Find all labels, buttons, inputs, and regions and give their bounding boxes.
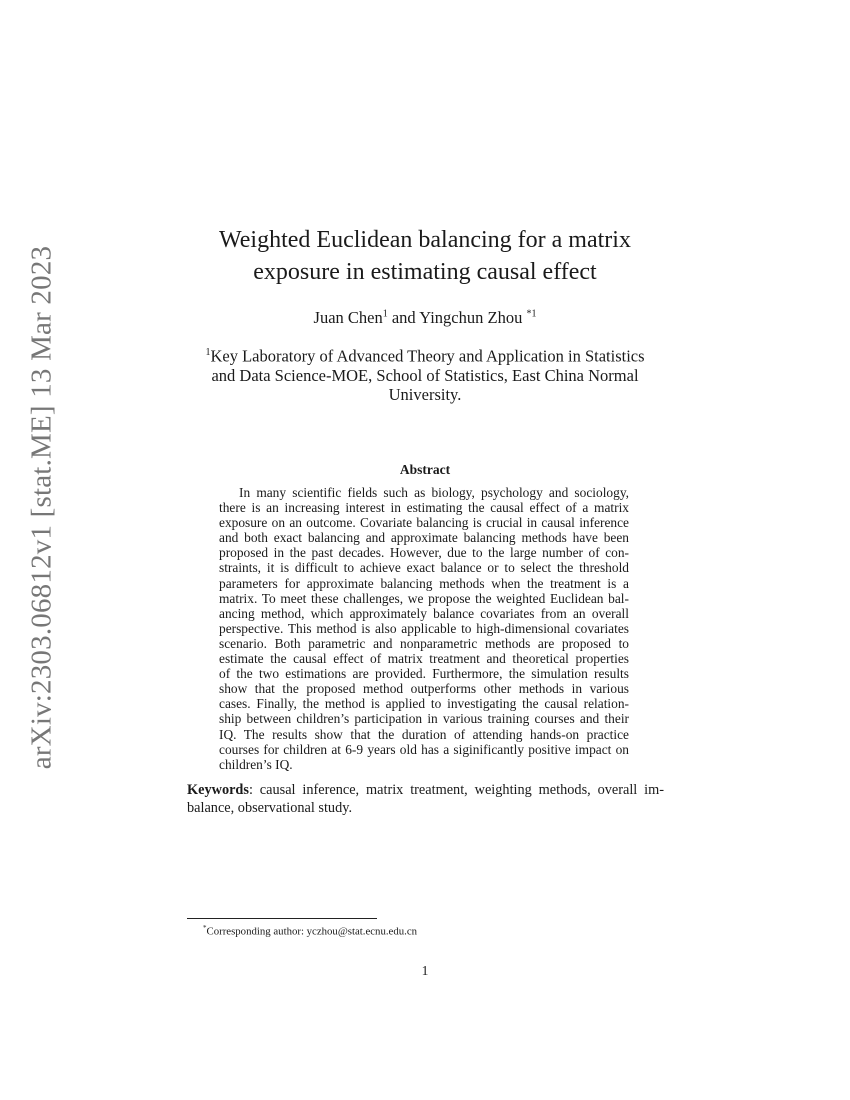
abstract-line: there is an increasing interest in estimating the causal effect of a matrix — [219, 500, 629, 516]
abstract-line: cases. Finally, the method is applied to investigating the causal relation- — [219, 696, 629, 712]
title-line-1: Weighted Euclidean balancing for a matrix — [219, 227, 631, 253]
footnote-mark: * — [203, 924, 207, 932]
page-number: 1 — [421, 963, 429, 978]
author-affiliation-mark: 1 — [382, 308, 388, 320]
abstract-line: IQ. The results show that the duration of attending hands-on practice — [219, 726, 629, 742]
abstract-body — [219, 485, 629, 772]
keywords-line — [187, 782, 664, 800]
abstract-line: In many scientific fields such as biology, psychology and sociology, — [239, 485, 629, 500]
affiliation-text: Key Laboratory of Advanced Theory and Application in Statistics — [210, 346, 645, 366]
abstract-line: ship between children’s participation in various training courses and their — [219, 711, 629, 727]
abstract-line: and both exact balancing and approximate balancing methods have been — [219, 530, 629, 546]
arxiv-identifier: arXiv:2303.06812v1 [stat.ME] 13 Mar 2023 — [25, 245, 58, 770]
author-list — [0, 308, 850, 328]
affiliation-mark: 1 — [205, 347, 211, 358]
author-name: Juan Chen — [313, 308, 383, 327]
keywords-label: Keywords — [187, 782, 249, 798]
footnote-rule — [187, 918, 377, 919]
abstract-line: matrix. To meet these challenges, we propose the weighted Euclidean bal- — [219, 590, 629, 606]
abstract-line: show that the proposed method outperforms other methods in various — [219, 681, 629, 697]
title-line-2: exposure in estimating causal effect — [253, 259, 597, 285]
author-affiliation-mark: *1 — [526, 308, 537, 320]
footnote-text: Corresponding author: yczhou@stat.ecnu.edu.cn — [206, 925, 418, 938]
abstract-line: estimate the causal effect of matrix treatment and theoretical properties — [219, 651, 629, 667]
affiliation-line: and Data Science-MOE, School of Statistics, East China Normal — [211, 365, 639, 385]
abstract-line: courses for children at 6-9 years old has a siginificantly positive impact on — [219, 741, 629, 757]
abstract-line: of the two estimations are provided. Furthermore, the simulation results — [219, 666, 629, 682]
abstract-line: proposed in the past decades. However, due to the large number of con- — [219, 545, 629, 561]
footnote — [203, 924, 417, 938]
affiliation-line: University. — [388, 384, 462, 404]
abstract-line: straints, it is difficult to achieve exact balance or to select the threshold — [219, 560, 629, 576]
arxiv-side-stamp — [12, 245, 72, 770]
abstract-line: scenario. Both parametric and nonparametric methods are proposed to — [219, 635, 629, 651]
abstract-line: children’s IQ. — [219, 756, 293, 772]
keywords-list: : causal inference, matrix treatment, weighting methods, overall im- — [248, 782, 664, 798]
abstract-line: parameters for approximate balancing methods when the treatment is a — [219, 575, 629, 591]
affiliation — [150, 343, 700, 404]
keywords — [187, 782, 664, 817]
paper-title — [0, 224, 850, 288]
author-name: Yingchun Zhou — [419, 308, 523, 327]
author-conjunction: and — [387, 308, 420, 327]
abstract-line: perspective. This method is also applicable to high-dimensional covariates — [219, 620, 629, 636]
keywords-line: balance, observational study. — [187, 799, 353, 816]
abstract-line: exposure on an outcome. Covariate balancing is crucial in causal inference — [219, 515, 629, 531]
abstract-heading: Abstract — [399, 462, 451, 477]
abstract-line: ancing method, which approximately balance covariates from an overall — [219, 605, 629, 621]
affiliation-line — [150, 343, 700, 366]
